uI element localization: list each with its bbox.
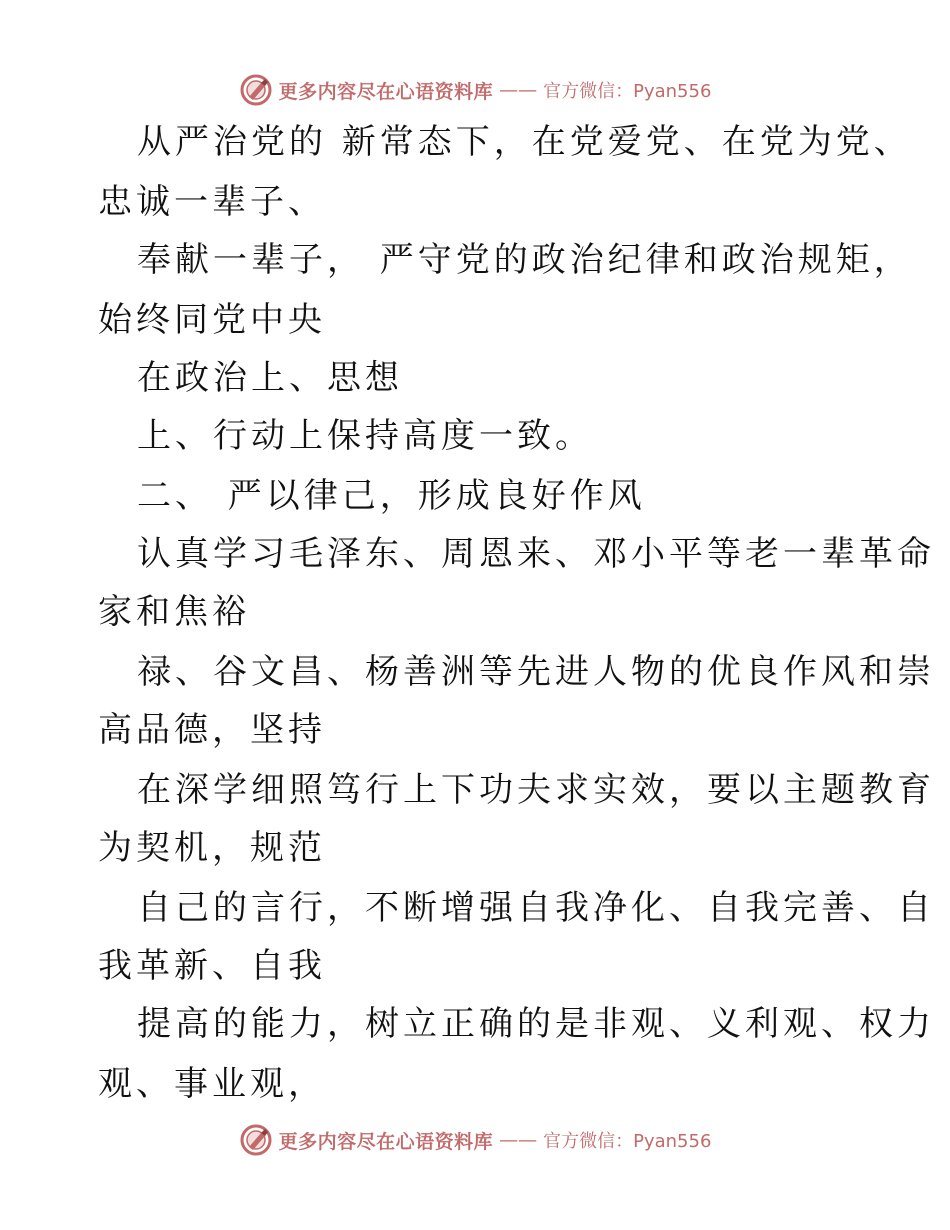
paragraph-line: 从严治党的 新常态下，在党爱党、在党为党、	[137, 122, 912, 162]
paragraph-line: 自己的言行，不断增强自我净化、自我完善、自	[137, 888, 935, 928]
footer-brand-text: 更多内容尽在心语资料库	[278, 1130, 494, 1153]
footer-contact-text: 官方微信：Pyan556	[543, 1131, 712, 1152]
section-heading: 二、 严以律己，形成良好作风	[137, 476, 646, 516]
paragraph-line: 观、事业观，	[98, 1064, 326, 1104]
header-separator: ——	[499, 79, 538, 101]
paragraph-line: 为契机，规范	[98, 828, 326, 868]
paragraph-line: 忠诚一辈子、	[98, 182, 326, 222]
pen-nib-seal-icon	[239, 1123, 273, 1157]
paragraph-line: 在深学细照笃行上下功夫求实效，要以主题教育	[137, 770, 935, 810]
paragraph-line: 上、行动上保持高度一致。	[137, 416, 593, 456]
header-banner	[0, 70, 950, 110]
paragraph-line: 认真学习毛泽东、周恩来、邓小平等老一辈革命	[137, 534, 935, 574]
footer-banner	[0, 1120, 950, 1160]
paragraph-line: 我革新、自我	[98, 946, 326, 986]
header-contact-text: 官方微信：Pyan556	[543, 81, 712, 102]
paragraph-line: 提高的能力，树立正确的是非观、义利观、权力	[137, 1004, 935, 1044]
header-brand-text: 更多内容尽在心语资料库	[278, 80, 494, 103]
paragraph-line: 家和焦裕	[98, 592, 250, 632]
paragraph-line: 始终同党中央	[98, 300, 326, 340]
paragraph-line: 在政治上、思想	[137, 358, 403, 398]
pen-nib-seal-icon	[239, 73, 273, 107]
paragraph-line: 禄、谷文昌、杨善洲等先进人物的优良作风和崇	[137, 652, 935, 692]
footer-separator: ——	[499, 1129, 538, 1151]
paragraph-line: 高品德，坚持	[98, 710, 326, 750]
paragraph-line: 奉献一辈子， 严守党的政治纪律和政治规矩，	[137, 240, 912, 280]
